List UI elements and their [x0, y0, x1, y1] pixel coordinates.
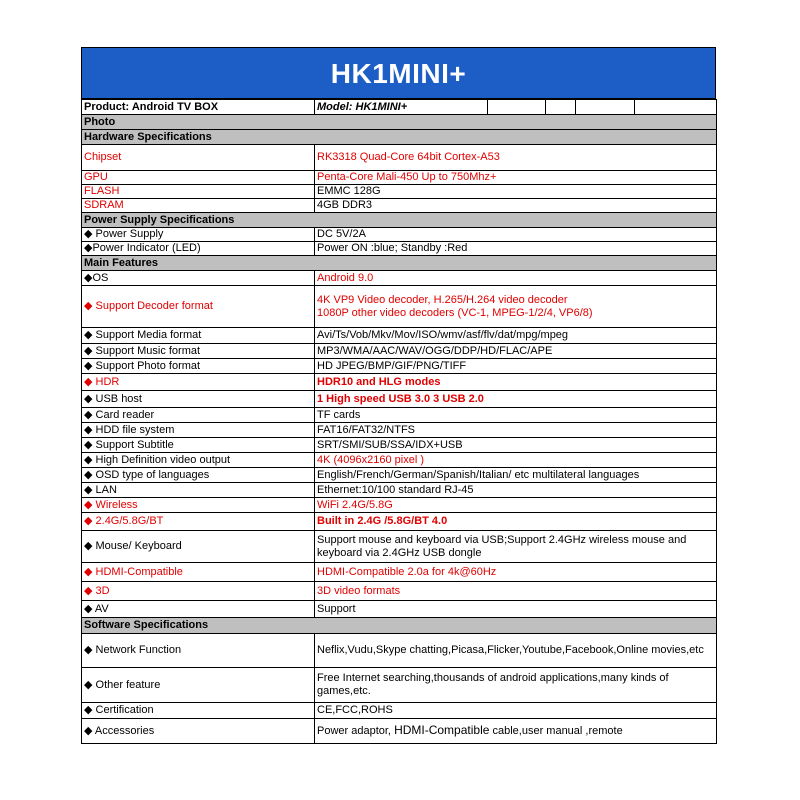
spec-label: ◆ LAN	[82, 483, 315, 498]
spec-label: ◆ 3D	[82, 582, 315, 601]
spec-label: ◆ Power Supply	[82, 228, 315, 242]
spec-label: ◆ OSD type of languages	[82, 468, 315, 483]
spec-value: Support mouse and keyboard via USB;Support 2.4GHz wireless mouse and keyboard via 2.4GHz USB dongle	[315, 531, 717, 563]
table-row	[82, 374, 717, 391]
table-row	[82, 185, 717, 199]
spec-label: ◆ Other feature	[82, 668, 315, 703]
table-row	[82, 468, 717, 483]
spec-value: English/French/German/Spanish/Italian/ etc multilateral languages	[315, 468, 717, 483]
table-row	[82, 513, 717, 531]
spec-value: 1 High speed USB 3.0 3 USB 2.0	[315, 391, 717, 408]
section-software: Software Specifications	[82, 618, 717, 634]
spec-label: ◆ Card reader	[82, 408, 315, 423]
spec-label: GPU	[82, 171, 315, 185]
spec-value: RK3318 Quad-Core 64bit Cortex-A53	[315, 145, 717, 171]
spec-value: Ethernet:10/100 standard RJ-45	[315, 483, 717, 498]
table-row	[82, 719, 717, 744]
spec-value: DC 5V/2A	[315, 228, 717, 242]
spec-label: Chipset	[82, 145, 315, 171]
model-cell: Model: HK1MINI+	[315, 100, 488, 115]
accessories-post: cable,user manual ,remote	[489, 725, 623, 737]
spec-value	[315, 719, 717, 744]
table-row	[82, 344, 717, 359]
spec-label: FLASH	[82, 185, 315, 199]
table-row	[82, 453, 717, 468]
spec-label: ◆ Mouse/ Keyboard	[82, 531, 315, 563]
spec-value: FAT16/FAT32/NTFS	[315, 423, 717, 438]
table-row	[82, 601, 717, 618]
product-cell: Product: Android TV BOX	[82, 100, 315, 115]
spec-value: Power ON :blue; Standby :Red	[315, 242, 717, 256]
spec-label: ◆ Wireless	[82, 498, 315, 513]
spec-label: ◆ HDD file system	[82, 423, 315, 438]
spec-value: SRT/SMI/SUB/SSA/IDX+USB	[315, 438, 717, 453]
spec-value: Penta-Core Mali-450 Up to 750Mhz+	[315, 171, 717, 185]
table-row	[82, 563, 717, 582]
spec-table	[81, 99, 717, 744]
spec-value: TF cards	[315, 408, 717, 423]
spec-value	[315, 286, 717, 328]
table-row	[82, 145, 717, 171]
table-row	[82, 423, 717, 438]
table-row	[82, 668, 717, 703]
table-row	[82, 531, 717, 563]
spec-value: 4K (4096x2160 pixel )	[315, 453, 717, 468]
spec-value: 3D video formats	[315, 582, 717, 601]
table-row	[82, 171, 717, 185]
accessories-hdmi: HDMI-Compatible	[394, 723, 490, 737]
spec-value: HDR10 and HLG modes	[315, 374, 717, 391]
spec-label: ◆ Support Subtitle	[82, 438, 315, 453]
section-photo: Photo	[82, 115, 717, 130]
spec-label: ◆ Support Music format	[82, 344, 315, 359]
table-row	[82, 286, 717, 328]
blank-cell	[576, 100, 635, 115]
section-main-features: Main Features	[82, 256, 717, 271]
table-row	[82, 328, 717, 344]
spec-value: Avi/Ts/Vob/Mkv/Mov/ISO/wmv/asf/flv/dat/mpg/mpeg	[315, 328, 717, 344]
spec-label: ◆ 2.4G/5.8G/BT	[82, 513, 315, 531]
table-row	[82, 498, 717, 513]
table-row	[82, 391, 717, 408]
table-row	[82, 438, 717, 453]
spec-value: HD JPEG/BMP/GIF/PNG/TIFF	[315, 359, 717, 374]
spec-value: Free Internet searching,thousands of android applications,many kinds of games,etc.	[315, 668, 717, 703]
spec-label: ◆ AV	[82, 601, 315, 618]
spec-value: EMMC 128G	[315, 185, 717, 199]
table-row	[82, 242, 717, 256]
table-row	[82, 199, 717, 213]
page-title: HK1MINI+	[81, 47, 716, 99]
blank-cell	[488, 100, 546, 115]
spec-label: ◆ Support Decoder format	[82, 286, 315, 328]
table-row	[82, 634, 717, 668]
spec-label: ◆ Network Function	[82, 634, 315, 668]
table-row	[82, 582, 717, 601]
spec-label: ◆ Certification	[82, 703, 315, 719]
spec-value: HDMI-Compatible 2.0a for 4k@60Hz	[315, 563, 717, 582]
section-power: Power Supply Specifications	[82, 213, 717, 228]
table-row	[82, 228, 717, 242]
spec-label: ◆ HDR	[82, 374, 315, 391]
spec-label: ◆ Support Media format	[82, 328, 315, 344]
section-hardware: Hardware Specifications	[82, 130, 717, 145]
spec-label: ◆OS	[82, 271, 315, 286]
spec-label: ◆ High Definition video output	[82, 453, 315, 468]
spec-sheet	[81, 47, 716, 744]
blank-cell	[635, 100, 717, 115]
blank-cell	[546, 100, 576, 115]
spec-value: WiFi 2.4G/5.8G	[315, 498, 717, 513]
spec-value: Support	[315, 601, 717, 618]
decoder-line-1: 4K VP9 Video decoder, H.265/H.264 video decoder	[317, 293, 568, 306]
spec-value: CE,FCC,ROHS	[315, 703, 717, 719]
table-row	[82, 271, 717, 286]
table-row	[82, 408, 717, 423]
spec-label: ◆Power Indicator (LED)	[82, 242, 315, 256]
product-row	[82, 100, 717, 115]
spec-label: SDRAM	[82, 199, 315, 213]
spec-label: ◆ USB host	[82, 391, 315, 408]
table-row	[82, 703, 717, 719]
spec-label: ◆ Support Photo format	[82, 359, 315, 374]
spec-value: 4GB DDR3	[315, 199, 717, 213]
spec-label: ◆ HDMI-Compatible	[82, 563, 315, 582]
spec-value: MP3/WMA/AAC/WAV/OGG/DDP/HD/FLAC/APE	[315, 344, 717, 359]
table-row	[82, 483, 717, 498]
accessories-pre: Power adaptor,	[317, 725, 395, 737]
spec-value: Android 9.0	[315, 271, 717, 286]
table-row	[82, 359, 717, 374]
decoder-line-2: 1080P other video decoders (VC-1, MPEG-1/2/4, VP6/8)	[317, 306, 593, 319]
spec-label: ◆ Accessories	[82, 719, 315, 744]
spec-value: Neflix,Vudu,Skype chatting,Picasa,Flicker,Youtube,Facebook,Online movies,etc	[315, 634, 717, 668]
spec-value: Built in 2.4G /5.8G/BT 4.0	[315, 513, 717, 531]
